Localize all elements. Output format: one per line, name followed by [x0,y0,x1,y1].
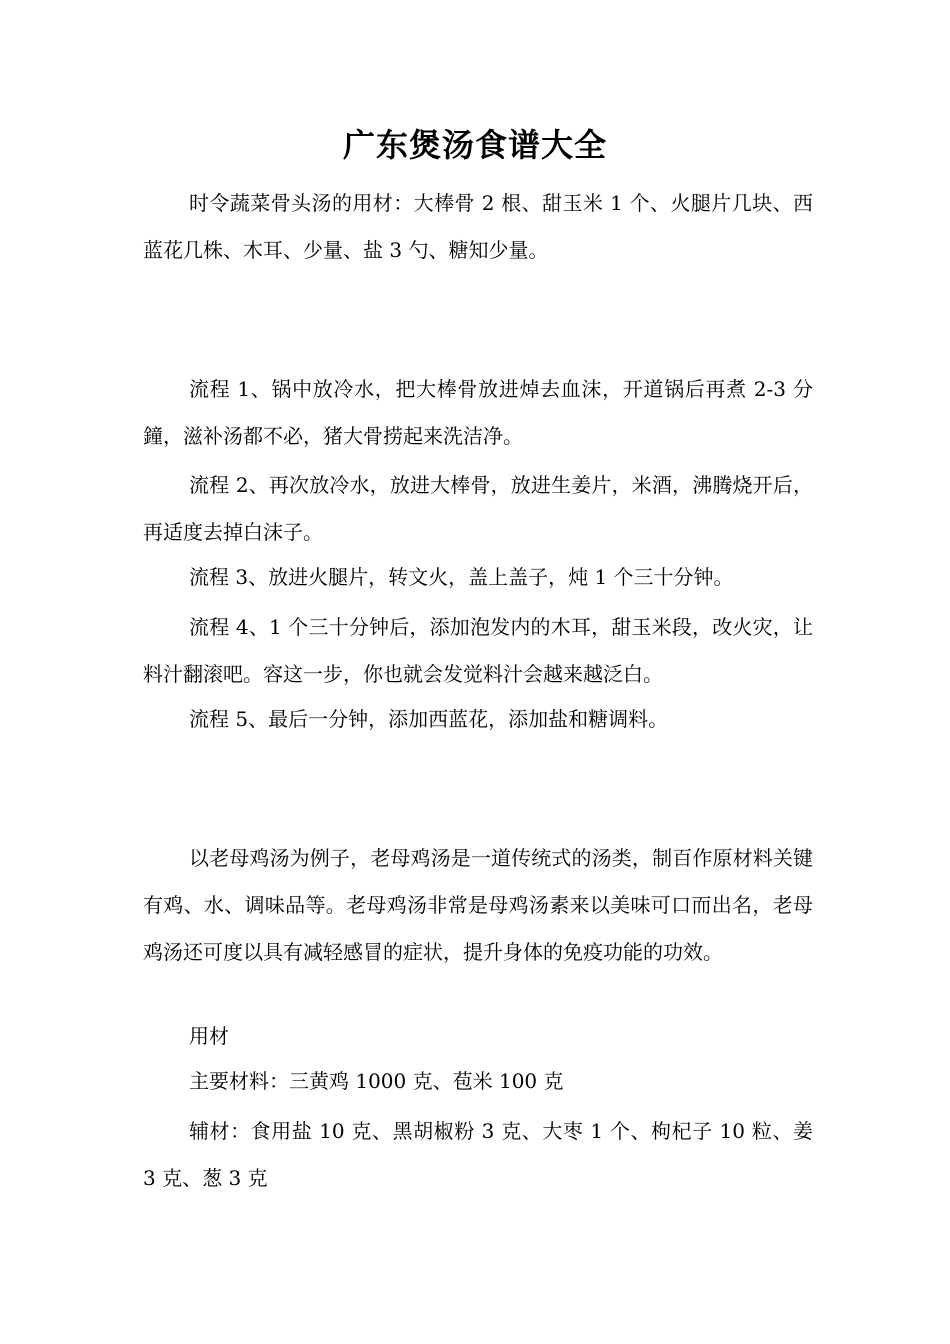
paragraph-step-3: 流程 3、放进火腿片，转文火，盖上盖子，炖 1 个三十分钟。 [189,565,734,589]
paragraph-main-materials: 主要材料：三黄鸡 1000 克、苞米 100 克 [189,1069,564,1093]
paragraph-auxiliary-materials: 辅材：食用盐 10 克、黑胡椒粉 3 克、大枣 1 个、枸杞子 10 粒、姜 3 克、葱 3 克 [143,1119,813,1190]
paragraph-step-5: 流程 5、最后一分钟，添加西蓝花，添加盐和糖调料。 [189,707,669,731]
paragraph-chicken-soup-intro: 以老母鸡汤为例子，老母鸡汤是一道传统式的汤类，制百作原材料关键有鸡、水、调味品等。老母鸡汤非常是母鸡汤素来以美味可口而出名，老母鸡汤还可度以具有减轻感冒的症状，提升身体的免疫功能的功效。 [143,846,813,964]
paragraph-materials-heading: 用材 [189,1024,229,1048]
document-title: 广东煲汤食谱大全 [342,126,607,164]
paragraph-step-2: 流程 2、再次放冷水，放进大棒骨，放进生姜片，米酒，沸腾烧开后，再适度去掉白沫子。 [143,473,813,544]
paragraph-ingredients-bone-soup: 时令蔬菜骨头汤的用材：大棒骨 2 根、甜玉米 1 个、火腿片几块、西蓝花几株、木耳、少量、盐 3 勺、糖知少量。 [143,191,813,262]
paragraph-step-1: 流程 1、锅中放冷水，把大棒骨放进焯去血沫，开道锅后再煮 2-3 分鐘，滋补汤都不必，猪大骨捞起来洗洁净。 [143,377,813,448]
paragraph-step-4: 流程 4、1 个三十分钟后，添加泡发内的木耳，甜玉米段，改火灾，让料汁翻滚吧。容这一步，你也就会发觉料汁会越来越泛白。 [143,615,813,686]
